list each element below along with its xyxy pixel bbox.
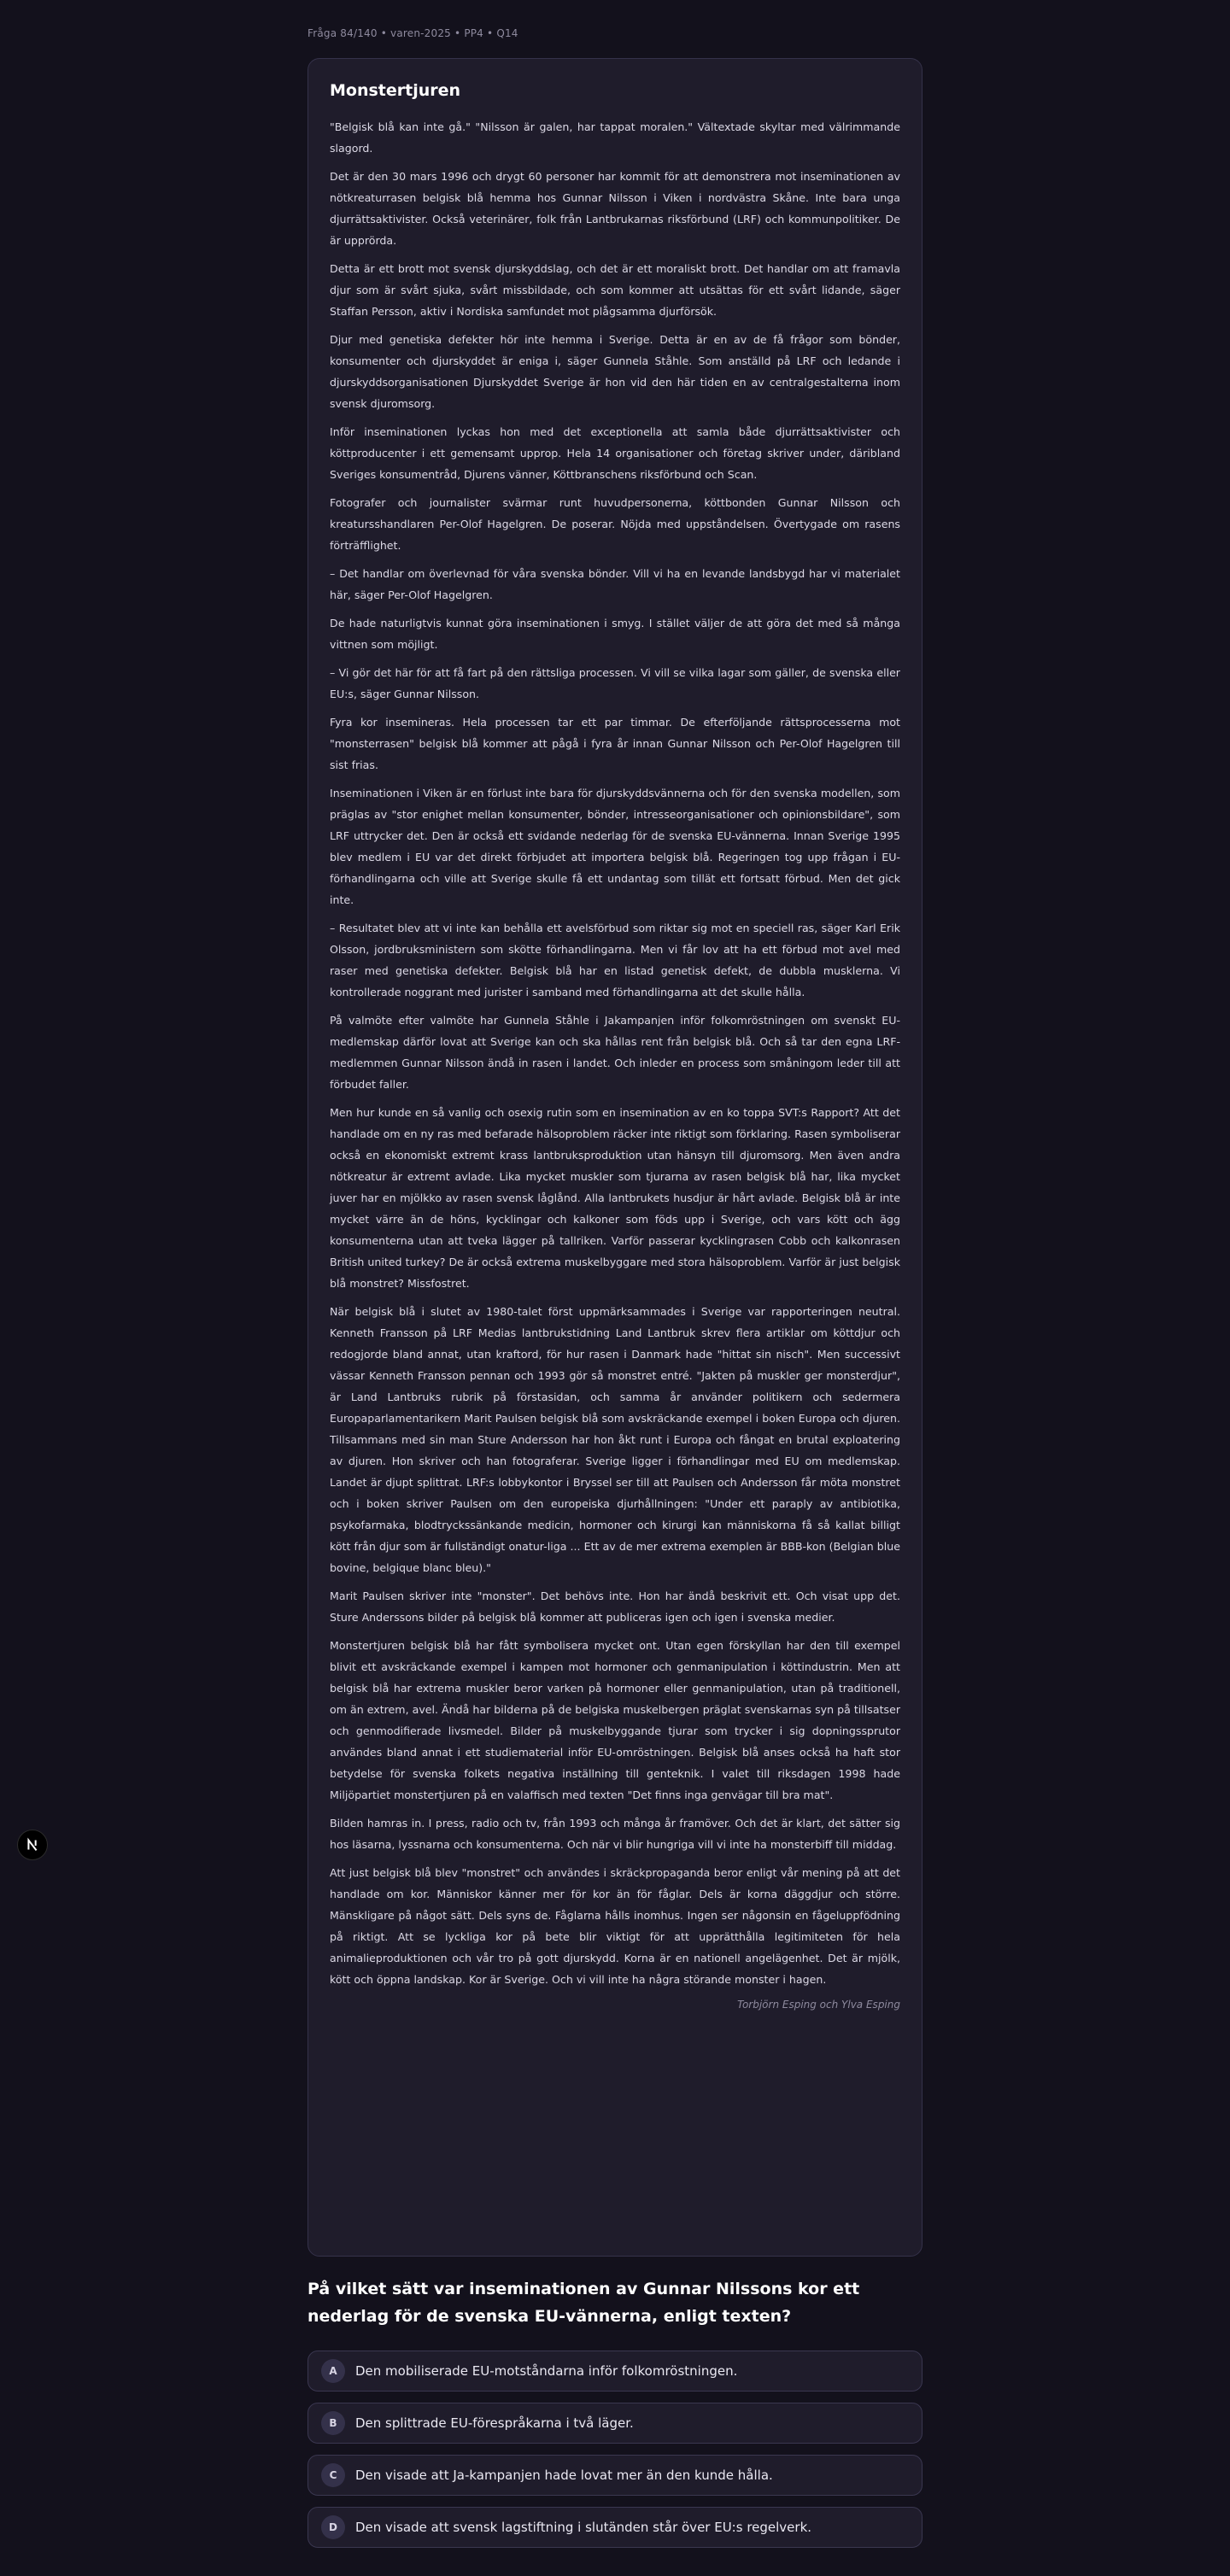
article-paragraph: "Belgisk blå kan inte gå." "Nilsson är galen, har tappat moralen." Vältextade skyltar med välrimmande slagord. [330,120,900,155]
article-paragraph: Inseminationen i Viken är en förlust inte bara för djurskyddsvännerna och för den svenska modellen, som präglas av "stor enighet mellan konsumenter, bönder, intresseorganisationer och opinionsbildare", som LRF uttrycker det. Den är också ett svidande nederlag för de svenska EU-vännerna. Innan Sverige 1995 blev medlem i EU var det direkt förbjudet att importera belgisk blå. Regeringen tog upp frågan i EU-förhandlingarna och ville att Sverige skulle få ett undantag som tillät ett fortsatt förbud. Men det gick inte. [330,786,900,906]
question-meta: Fråga 84/140 • varen-2025 • PP4 • Q14 [308,27,518,39]
article-paragraph: Fotografer och journalister svärmar runt huvudpersonerna, köttbonden Gunnar Nilsson och kreatursshandlaren Per-Olof Hagelgren. De poserar. Nöjda med uppståndelsen. Övertygade om rasens förträfflighet. [330,495,900,552]
article-title: Monstertjuren [330,81,461,100]
option-letter-badge: D [321,2515,345,2539]
answer-option-a[interactable] [308,2351,922,2392]
option-letter-badge: A [321,2359,345,2383]
article-paragraph: Marit Paulsen skriver inte "monster". Det behövs inte. Hon har ändå beskrivit ett. Och visat upp det. Sture Anderssons bilder på belgisk blå kommer att publiceras igen och igen i svenska medier. [330,1589,900,1624]
answer-option-c[interactable] [308,2455,922,2496]
article-paragraph: Det är den 30 mars 1996 och drygt 60 personer har kommit för att demonstrera mot inseminationen av nötkreaturrasen belgisk blå hemma hos Gunnar Nilsson i Viken i nordvästra Skåne. Inte bara unga djurrättsaktivister. Också veterinärer, folk från Lantbrukarnas riksförbund (LRF) och kommunpolitiker. De är upprörda. [330,169,900,247]
article-paragraph: Djur med genetiska defekter hör inte hemma i Sverige. Detta är en av de få frågor som bönder, konsumenter och djurskyddet är eniga i, säger Gunnela Ståhle. Som anställd på LRF och ledande i djurskyddsorganisationen Djurskyddet Sverige är hon vid den här tiden en av centralgestalterna inom svensk djuromsorg. [330,332,900,410]
question-text: På vilket sätt var inseminationen av Gunnar Nilssons kor ett nederlag för de svenska EU-vännerna, enligt texten? [308,2280,860,2326]
article-paragraph: Men hur kunde en så vanlig och osexig rutin som en insemination av en ko toppa SVT:s Rapport? Att det handlade om en ny ras med befarade hälsoproblem räcker inte riktigt som förklaring. Rasen symboliserar också en ekonomiskt extremt krass lantbruksproduktion utan hänsyn till djuromsorg. Men även andra nötkreatur är extremt avlade. Lika mycket muskler som tjurarna av rasen belgisk blå har, lika mycket juver har en mjölkko av rasen svensk låglånd. Alla lantbrukets husdjur är hårt avlade. Belgisk blå är inte mycket värre än de höns, kycklingar och kalkoner som föds upp i Sverige, och vars kött och ägg konsumenterna utan att tveka lägger på tallriken. Varför passerar kycklingrasen Cobb och kalkonrasen British united turkey? De är också extrema muskelbyggare med stora hälsoproblem. Varför är just belgisk blå monstret? Missfostret. [330,1105,900,1290]
article-paragraph: – Vi gör det här för att få fart på den rättsliga processen. Vi vill se vilka lagar som gäller, de svenska eller EU:s, säger Gunnar Nilsson. [330,665,900,700]
answer-option-d[interactable] [308,2507,922,2548]
answer-options [308,2351,922,2559]
article-paragraph: De hade naturligtvis kunnat göra inseminationen i smyg. I stället väljer de att göra det med så många vittnen som möjligt. [330,616,900,651]
option-label: Den mobiliserade EU-motståndarna inför folkomröstningen. [355,2363,738,2379]
article-paragraph: Detta är ett brott mot svensk djurskyddslag, och det är ett moraliskt brott. Det handlar om att framavla djur som är svårt sjuka, svårt missbildade, och som kommer att utsättas för ett svårt lidande, säger Staffan Persson, aktiv i Nordiska samfundet mot plågsamma djurförsök. [330,261,900,318]
article-paragraph: Bilden hamras in. I press, radio och tv, från 1993 och många år framöver. Och det är klart, det sätter sig hos läsarna, lyssnarna och konsumenterna. Och när vi blir hungriga vill vi inte ha monsterbiff till middag. [330,1816,900,1851]
nextjs-logo-icon[interactable] [17,1830,48,1860]
article-paragraph: – Resultatet blev att vi inte kan behålla ett avelsförbud som riktar sig mot en speciell ras, säger Karl Erik Olsson, jordbruksministern som skötte förhandlingarna. Men vi får lov att ha ett förbud mot avel med raser med genetiska defekter. Belgisk blå har en listad genetisk defekt, de dubbla musklerna. Vi kontrollerade noggrant med jurister i samband med förhandlingarna att det skulle hålla. [330,921,900,998]
option-label: Den visade att svensk lagstiftning i slutänden står över EU:s regelverk. [355,2520,812,2535]
option-label: Den visade att Ja-kampanjen hade lovat mer än den kunde hålla. [355,2468,773,2483]
article-paragraph: Monstertjuren belgisk blå har fått symbolisera mycket ont. Utan egen förskyllan har den till exempel blivit ett avskräckande exempel i kampen mot hormoner och genmanipulation i köttindustrin. Men att belgisk blå har extrema muskler beror varken på hormoner eller genmanipulation, utan på traditionell, om än extrem, avel. Ändå har bilderna på de belgiska muskelbergen präglat svenskarnas syn på tillsatser och genmodifierade livsmedel. Bilder på muskelbyggande tjurar som trycker i sig dopningssprutor användes bland annat i ett studiematerial inför EU-omröstningen. Belgisk blå anses också ha haft stor betydelse för svenska folkets negativa inställning till genteknik. I valet till riksdagen 1998 hade Miljöpartiet monstertjuren på en valaffisch med texten "Det finns inga genvägar till bra mat". [330,1638,900,1801]
option-letter-badge: C [321,2463,345,2487]
article-paragraph: På valmöte efter valmöte har Gunnela Ståhle i Jakampanjen inför folkomröstningen om svenskt EU-medlemskap därför lovat att Sverige kan och ska hållas rent från belgisk blå. Och så tar den egna LRF-medlemmen Gunnar Nilsson ändå in rasen i landet. Och inleder en process som småningom leder till att förbudet faller. [330,1013,900,1091]
article-author: Torbjörn Esping och Ylva Esping [737,1998,900,2011]
article-card [308,58,922,2257]
article-paragraph: – Det handlar om överlevnad för våra svenska bönder. Vill vi ha en levande landsbygd har vi materialet här, säger Per-Olof Hagelgren. [330,566,900,601]
article-paragraph: Fyra kor insemineras. Hela processen tar ett par timmar. De efterföljande rättsprocesserna mot "monsterrasen" belgisk blå kommer att pågå i fyra år innan Gunnar Nilsson och Per-Olof Hagelgren till sist frias. [330,715,900,771]
option-letter-badge: B [321,2411,345,2435]
option-label: Den splittrade EU-förespråkarna i två läger. [355,2415,634,2431]
article-paragraph: Inför inseminationen lyckas hon med det exceptionella att samla både djurrättsaktivister och köttproducenter i ett gemensamt upprop. Hela 14 organisationer och företag skriver under, däribland Sveriges konsumentråd, Djurens vänner, Köttbranschens riksförbund och Scan. [330,424,900,481]
answer-option-b[interactable] [308,2403,922,2444]
nextjs-n-mark [23,1835,42,1854]
article-paragraph: Att just belgisk blå blev "monstret" och användes i skräckpropaganda beror enligt vår mening på att det handlade om kor. Människor känner mer för kor än för fåglar. Dels är korna däggdjur och större. Mänskligare på något sätt. Dels syns de. Fåglarna hålls inomhus. Ingen ser någonsin en fågeluppfödning på riktigt. Att se lyckliga kor på bete blir viktigt för att upprätthålla legitimiteten för hela animalieproduktionen och vår tro på gott djurskydd. Korna är en nationell angelägenhet. Det är mjölk, kött och öppna landskap. Kor är Sverige. Och vi vill inte ha några störande monster i hagen. [330,1865,900,1986]
article-body [330,116,900,1990]
article-paragraph: När belgisk blå i slutet av 1980-talet först uppmärksammades i Sverige var rapporteringen neutral. Kenneth Fransson på LRF Medias lantbrukstidning Land Lantbruk skrev flera artiklar om köttdjur och redogjorde bland annat, utan kraftord, för hur rasen i Danmark hade "hittat sin nisch". Men successivt vässar Kenneth Fransson pennan och 1993 gör så monstret entré. "Jakten på muskler ger monsterdjur", är Land Lantbruks rubrik på förstasidan, och samma år använder politikern och sedermera Europaparlamentarikern Marit Paulsen belgisk blå som avskräckande exempel i boken Europa och djuren. Tillsammans med sin man Sture Andersson har hon åkt runt i Europa och fångat en brutal exploatering av djuren. Hon skriver och han fotograferar. Sverige ligger i förhandlingar med EU om medlemskap. Landet är djupt splittrat. LRF:s lobbykontor i Bryssel ser till att Paulsen och Andersson får möta monstret och i boken skriver Paulsen om den europeiska djurhållningen: "Under ett paraply av antibiotika, psykofarmaka, blodtryckssänkande medicin, hormoner och kirurgi kan människorna få så kallat billigt kött från djur som är fullständigt onatur-liga ... Ett av de mer extrema exemplen är BBB-kon (Belgian blue bovine, belgique blanc bleu)." [330,1304,900,1574]
